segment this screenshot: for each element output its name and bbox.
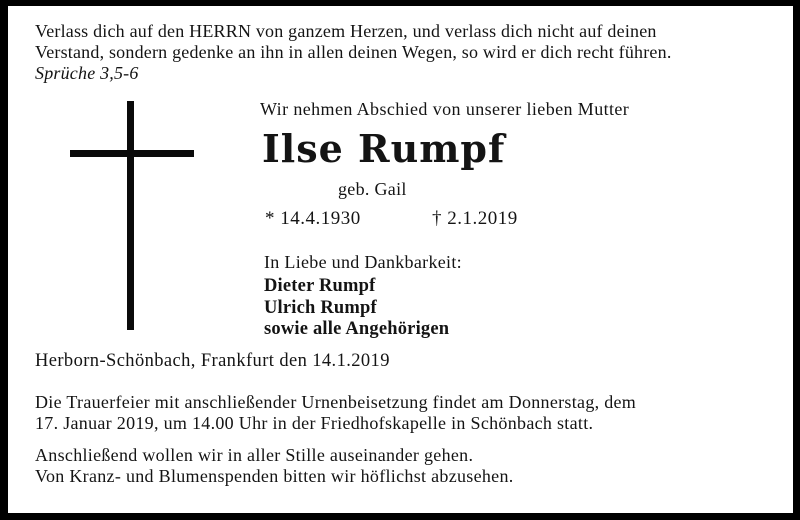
funeral-info-line-2: 17. Januar 2019, um 14.00 Uhr in der Friedhofskapelle in Schönbach statt. [35, 413, 594, 433]
bible-verse-source: Sprüche 3,5-6 [35, 63, 139, 83]
funeral-info [35, 392, 636, 434]
mourner-name: Ulrich Rumpf [264, 297, 377, 318]
mourner-name: Dieter Rumpf [264, 276, 376, 296]
cross-icon-horizontal-bar [70, 150, 194, 157]
bible-verse-line-2: Verstand, sondern gedenke an ihn in allen deinen Wegen, so wird er dich recht führen. [35, 42, 672, 62]
closing-note-line-1: Anschließend wollen wir in aller Stille auseinander gehen. [35, 445, 474, 465]
closing-note-line-2: Von Kranz- und Blumenspenden bitten wir höflichst abzusehen. [35, 466, 514, 486]
bible-verse [35, 21, 780, 84]
cross-icon-vertical-bar [127, 101, 134, 330]
farewell-intro: Wir nehmen Abschied von unserer lieben Mutter [260, 99, 630, 119]
birth-date: * 14.4.1930 [265, 208, 361, 229]
mourning-intro: In Liebe und Dankbarkeit: [264, 252, 462, 272]
mourner-name: sowie alle Angehörigen [264, 319, 450, 339]
obituary-card-inner [8, 6, 793, 513]
maiden-name: geb. Gail [338, 179, 407, 199]
place-date-line: Herborn-Schönbach, Frankfurt den 14.1.2019 [35, 351, 390, 371]
bible-verse-line-1: Verlass dich auf den HERRN von ganzem Herzen, und verlass dich nicht auf deinen [35, 21, 657, 41]
mourners-list [264, 276, 449, 341]
deceased-name: Ilse Rumpf [262, 126, 506, 171]
funeral-info-line-1: Die Trauerfeier mit anschließender Urnenbeisetzung findet am Donnerstag, dem [35, 392, 637, 412]
death-date: † 2.1.2019 [432, 208, 518, 229]
closing-note [35, 445, 514, 487]
